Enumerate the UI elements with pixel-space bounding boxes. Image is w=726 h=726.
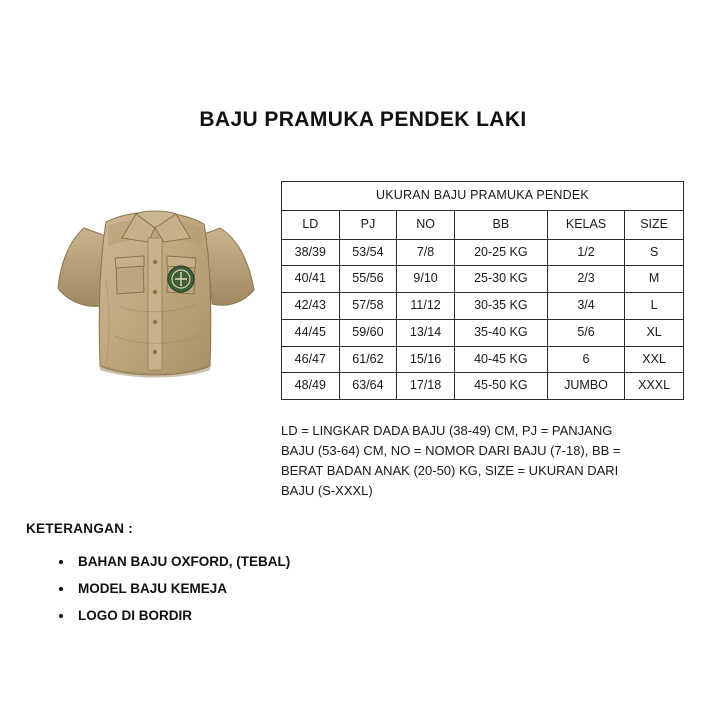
column-header-ld: LD bbox=[282, 210, 340, 239]
cell-ld: 48/49 bbox=[282, 373, 340, 400]
table-caption: UKURAN BAJU PRAMUKA PENDEK bbox=[282, 182, 684, 211]
keterangan-list bbox=[48, 548, 290, 629]
cell-size: XXXL bbox=[625, 373, 684, 400]
cell-bb: 20-25 KG bbox=[454, 239, 547, 266]
cell-bb: 25-30 KG bbox=[454, 266, 547, 293]
cell-kelas: 5/6 bbox=[547, 319, 624, 346]
table-header-row bbox=[282, 210, 684, 239]
cell-kelas: 1/2 bbox=[547, 239, 624, 266]
scout-shirt-illustration bbox=[44, 188, 266, 400]
cell-kelas: 6 bbox=[547, 346, 624, 373]
size-chart-table bbox=[281, 181, 684, 400]
legend-text: LD = LINGKAR DADA BAJU (38-49) CM, PJ = PANJANG BAJU (53-64) CM, NO = NOMOR DARI BAJU (7-18), BB = BERAT BADAN ANAK (20-50) KG, SIZE = UKURAN DARI BAJU (S-XXXL) bbox=[281, 423, 621, 499]
keterangan-heading: KETERANGAN : bbox=[26, 521, 134, 536]
cell-no: 11/12 bbox=[397, 293, 455, 320]
cell-size: S bbox=[625, 239, 684, 266]
cell-no: 17/18 bbox=[397, 373, 455, 400]
table-caption-row bbox=[282, 182, 684, 211]
cell-pj: 53/54 bbox=[339, 239, 397, 266]
column-header-no: NO bbox=[397, 210, 455, 239]
cell-no: 9/10 bbox=[397, 266, 455, 293]
column-header-kelas: KELAS bbox=[547, 210, 624, 239]
cell-pj: 59/60 bbox=[339, 319, 397, 346]
table-row bbox=[282, 266, 684, 293]
page-title: BAJU PRAMUKA PENDEK LAKI bbox=[199, 108, 527, 131]
cell-bb: 30-35 KG bbox=[454, 293, 547, 320]
cell-size: XXL bbox=[625, 346, 684, 373]
cell-ld: 44/45 bbox=[282, 319, 340, 346]
cell-pj: 63/64 bbox=[339, 373, 397, 400]
list-item: • LOGO DI BORDIR bbox=[74, 602, 290, 629]
size-chart-table-wrapper bbox=[281, 181, 684, 400]
cell-pj: 55/56 bbox=[339, 266, 397, 293]
cell-ld: 42/43 bbox=[282, 293, 340, 320]
cell-bb: 45-50 KG bbox=[454, 373, 547, 400]
cell-ld: 40/41 bbox=[282, 266, 340, 293]
cell-pj: 57/58 bbox=[339, 293, 397, 320]
list-item: • MODEL BAJU KEMEJA bbox=[74, 575, 290, 602]
cell-kelas: JUMBO bbox=[547, 373, 624, 400]
table-row bbox=[282, 319, 684, 346]
cell-size: M bbox=[625, 266, 684, 293]
cell-no: 13/14 bbox=[397, 319, 455, 346]
column-header-size: SIZE bbox=[625, 210, 684, 239]
table-row bbox=[282, 373, 684, 400]
table-row bbox=[282, 239, 684, 266]
cell-bb: 40-45 KG bbox=[454, 346, 547, 373]
cell-size: XL bbox=[625, 319, 684, 346]
cell-ld: 46/47 bbox=[282, 346, 340, 373]
cell-no: 7/8 bbox=[397, 239, 455, 266]
table-row bbox=[282, 346, 684, 373]
cell-kelas: 2/3 bbox=[547, 266, 624, 293]
cell-kelas: 3/4 bbox=[547, 293, 624, 320]
table-row bbox=[282, 293, 684, 320]
column-header-pj: PJ bbox=[339, 210, 397, 239]
cell-ld: 38/39 bbox=[282, 239, 340, 266]
cell-no: 15/16 bbox=[397, 346, 455, 373]
cell-bb: 35-40 KG bbox=[454, 319, 547, 346]
column-header-bb: BB bbox=[454, 210, 547, 239]
list-item: • BAHAN BAJU OXFORD, (TEBAL) bbox=[74, 548, 290, 575]
cell-pj: 61/62 bbox=[339, 346, 397, 373]
cell-size: L bbox=[625, 293, 684, 320]
product-photo bbox=[44, 188, 266, 400]
